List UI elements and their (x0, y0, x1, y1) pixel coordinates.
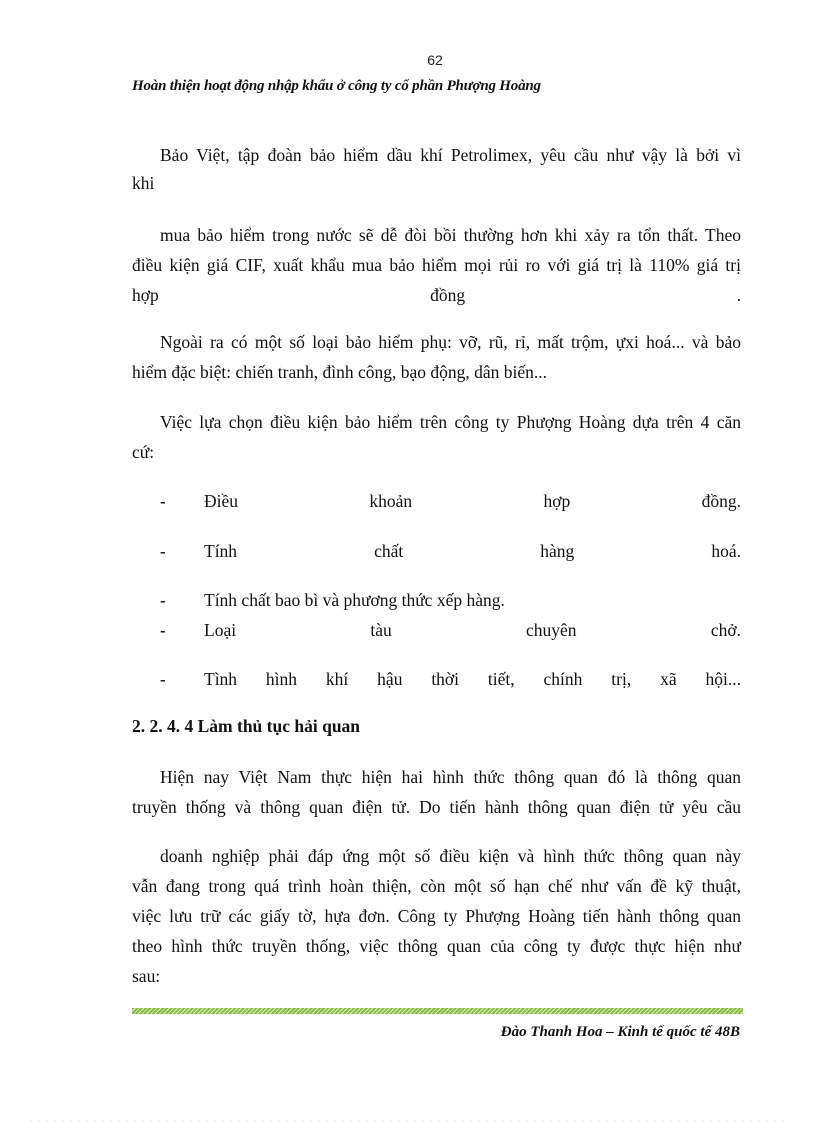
paragraph-line: Bảo Việt, tập đoàn bảo hiểm dầu khí Petrolimex, yêu cầu như vậy là bởi vì (160, 145, 741, 165)
paragraph-line: theo hình thức truyền thống, việc thông quan của công ty được thực hiện như (132, 936, 741, 956)
paragraph-line: hiểm đặc biệt: chiến tranh, đình công, bạo động, dân biến... (132, 362, 548, 382)
paragraph-line: mua bảo hiểm trong nước sẽ dễ đòi bồi thường hơn khi xảy ra tổn thất. Theo (160, 225, 741, 245)
bullet-item: Tính chất hàng hoá. (204, 541, 741, 561)
section-heading: 2. 2. 4. 4 Làm thủ tục hải quan (132, 716, 361, 736)
paragraph-line: Hiện nay Việt Nam thực hiện hai hình thức thông quan đó là thông quan (160, 767, 741, 787)
bullet-marker: - (160, 621, 166, 640)
bullet-item: Điều khoản hợp đồng. (204, 491, 741, 511)
bullet-marker: - (160, 591, 166, 610)
page-number: 62 (427, 52, 443, 68)
bullet-marker: - (160, 542, 166, 561)
running-header: Hoàn thiện hoạt động nhập khẩu ở công ty cổ phần Phượng Hoàng (132, 78, 541, 94)
paragraph-line: Ngoài ra có một số loại bảo hiểm phụ: vỡ, rũ, rỉ, mất trộm, ựxi hoá... và bảo (160, 332, 741, 352)
paragraph-line: sau: (132, 966, 161, 986)
paragraph-line: truyền thống và thông quan điện tử. Do tiến hành thông quan điện tử yêu cầu (132, 797, 741, 817)
bullet-item: Loại tàu chuyên chở. (204, 620, 741, 640)
bullet-item: Tính chất bao bì và phương thức xếp hàng. (204, 590, 505, 610)
paragraph-line: doanh nghiệp phải đáp ứng một số điều kiện và hình thức thông quan này (160, 846, 741, 866)
bullet-item: Tình hình khí hậu thời tiết, chính trị, xã hội... (204, 669, 741, 689)
running-footer: Đào Thanh Hoa – Kinh tế quốc tế 48B (500, 1024, 740, 1040)
footer-rule (132, 1008, 743, 1014)
paragraph-line: khi (132, 173, 155, 193)
paragraph-line: Việc lựa chọn điều kiện bảo hiểm trên công ty Phượng Hoàng dựa trên 4 căn (160, 412, 741, 432)
bullet-marker: - (160, 670, 166, 689)
page-edge-marks (30, 1120, 786, 1121)
bullet-marker: - (160, 492, 166, 511)
paragraph-line: việc lưu trữ các giấy tờ, hựa đơn. Công ty Phượng Hoàng tiến hành thông quan (132, 906, 741, 926)
paragraph-line: cứ: (132, 442, 155, 462)
paragraph-line: hợp đồng . (132, 285, 741, 305)
paragraph-line: vẫn đang trong quá trình hoàn thiện, còn một số hạn chế như vấn đề kỹ thuật, (132, 876, 741, 896)
paragraph-line: điều kiện giá CIF, xuất khẩu mua bảo hiểm mọi rủi ro với giá trị là 110% giá trị (132, 255, 741, 275)
